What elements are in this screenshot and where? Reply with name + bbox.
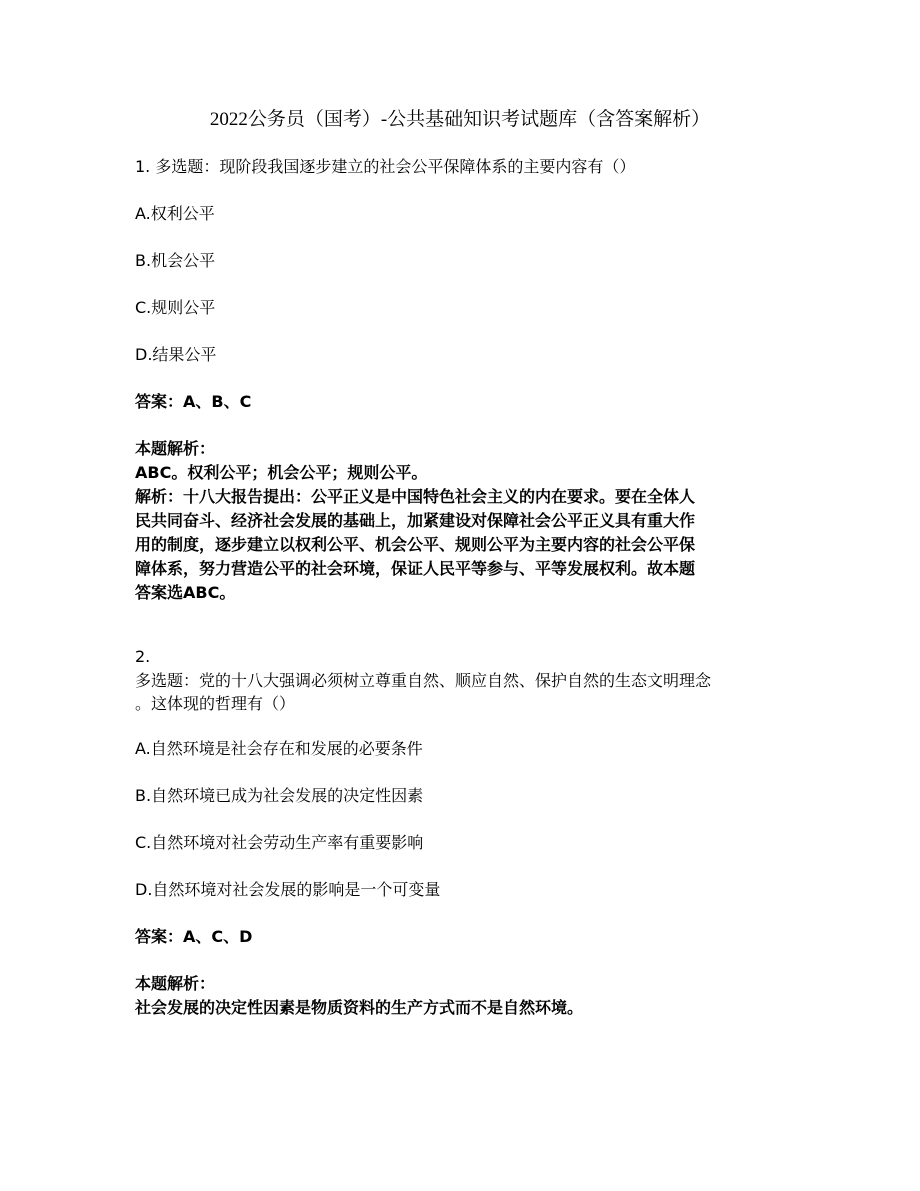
- question-1-option-d: D.结果公平: [135, 345, 217, 364]
- question-1-option-b: B.机会公平: [135, 251, 216, 270]
- analysis-label: 本题解析：: [135, 974, 216, 993]
- question-2-option-b: B.自然环境已成为社会发展的决定性因素: [135, 786, 424, 805]
- analysis-line: 民共同奋斗、经济社会发展的基础上，加紧建设对保障社会公平正义具有重大作: [135, 511, 696, 530]
- question-2-analysis: [135, 972, 795, 1020]
- analysis-line: 答案选ABC。: [135, 583, 236, 602]
- analysis-line: ABC。权利公平；机会公平；规则公平。: [135, 463, 428, 482]
- document-title: 2022公务员（国考）-公共基础知识考试题库（含答案解析）: [209, 109, 711, 130]
- question-2-header-line-2: 。这体现的哲理有（）: [135, 694, 296, 713]
- question-1-answer: 答案：A、B、C: [135, 392, 252, 411]
- question-2-option-c: C.自然环境对社会劳动生产率有重要影响: [135, 833, 424, 852]
- question-2-number: 2.: [135, 647, 151, 666]
- analysis-line: 解析：十八大报告提出：公平正义是中国特色社会主义的内在要求。要在全体人: [135, 487, 696, 506]
- question-2-option-d: D.自然环境对社会发展的影响是一个可变量: [135, 880, 441, 899]
- question-1-option-a: A.权利公平: [135, 204, 215, 223]
- question-2-answer: 答案：A、C、D: [135, 927, 253, 946]
- question-2-header-line-1: 多选题：党的十八大强调必须树立尊重自然、顺应自然、保护自然的生态文明理念: [135, 671, 712, 690]
- question-1-option-c: C.规则公平: [135, 298, 216, 317]
- question-1-header: 1. 多选题：现阶段我国逐步建立的社会公平保障体系的主要内容有（）: [135, 157, 636, 176]
- analysis-label: 本题解析：: [135, 439, 216, 458]
- analysis-line: 社会发展的决定性因素是物质资料的生产方式而不是自然环境。: [135, 998, 584, 1017]
- question-1-analysis: [135, 437, 795, 605]
- question-2-option-a: A.自然环境是社会存在和发展的必要条件: [135, 739, 423, 758]
- analysis-line: 用的制度，逐步建立以权利公平、机会公平、规则公平为主要内容的社会公平保: [135, 535, 696, 554]
- analysis-line: 障体系，努力营造公平的社会环境，保证人民平等参与、平等发展权利。故本题: [135, 559, 696, 578]
